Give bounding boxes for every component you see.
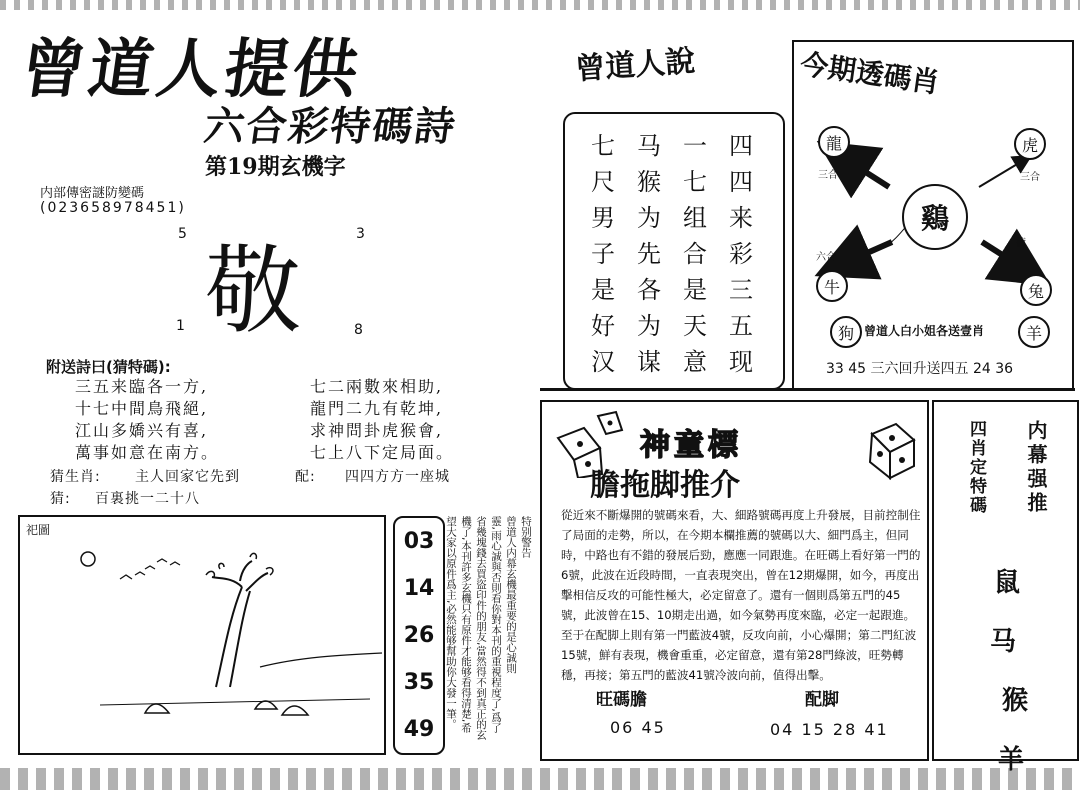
- center-zodiac-circle: 鷄: [902, 184, 968, 250]
- poem-line: 萬事如意在南方。: [75, 443, 220, 462]
- zodiac-hint-text: 主人回家它先到: [135, 469, 240, 485]
- saying-char: 来: [729, 204, 753, 232]
- mystery-number: 3: [356, 226, 365, 242]
- special-number: 03: [403, 529, 435, 554]
- dog-circle: 狗: [830, 316, 862, 348]
- article-title: 膽拖脚推介: [590, 468, 740, 503]
- poem-left: [75, 376, 219, 464]
- tree-illustration: [20, 517, 384, 753]
- dragon-circle: 龍: [818, 126, 850, 158]
- hot-numbers: 06 45: [610, 718, 666, 737]
- picture-label: 祀圖: [26, 523, 51, 537]
- picture-box: [18, 515, 386, 755]
- sanhe-label: 三合: [1020, 172, 1040, 183]
- special-number: 49: [403, 717, 435, 742]
- four-zodiac-panel: [932, 400, 1079, 775]
- saying-char: 四: [729, 132, 753, 160]
- saying-char: 合: [683, 240, 707, 268]
- zodiac-title: 今期透碼肖: [798, 47, 942, 100]
- saying-char: 马: [637, 132, 661, 160]
- saying-char: 谋: [637, 348, 661, 376]
- poem-line: 江山多嬌兴有喜,: [75, 421, 209, 440]
- special-number: 14: [403, 576, 435, 601]
- zodiac-picks: [984, 562, 1028, 776]
- saying-char: 彩: [729, 240, 753, 268]
- pair-hint-label: 配:: [295, 469, 316, 485]
- dice-icon: [862, 414, 922, 484]
- hot-numbers-label: 旺碼膽: [596, 690, 647, 710]
- scan-edge-top: [0, 0, 1080, 10]
- saying-char: 尺: [591, 168, 615, 196]
- saying-char: 四: [729, 168, 753, 196]
- special-numbers-box: [393, 516, 445, 755]
- special-warning: [445, 516, 532, 751]
- saying-char: 天: [683, 312, 707, 340]
- ox-circle: 牛: [816, 270, 848, 302]
- zodiac-bottom-numbers: 33 45 三六回升送四五 24 36: [826, 361, 1014, 377]
- panel-heading: 内幕强推: [1024, 420, 1048, 516]
- mystery-number: 5: [178, 226, 187, 242]
- saying-char: 是: [591, 276, 615, 304]
- mystery-number: 1: [176, 318, 185, 334]
- tiger-circle: 虎: [1014, 128, 1046, 160]
- goat-circle: 羊: [1018, 316, 1050, 348]
- saying-char: 好: [591, 312, 615, 340]
- zodiac-slogan: 曾道人白小姐各送壹肖: [864, 324, 985, 338]
- saying-title: 曾道人說: [574, 43, 697, 88]
- notice-column: 省幾塊錢去買盜印件的朋友,當然得不到真正的玄: [475, 516, 487, 740]
- notice-column: 曾道人内幕玄機最重要的是心誠則: [505, 516, 517, 674]
- page-title: 曾道人提供: [15, 33, 367, 107]
- secret-code-label: 内部傳密謎防變碼: [40, 186, 145, 201]
- zodiac-pick: 羊: [998, 745, 1025, 775]
- saying-char: 为: [637, 204, 661, 232]
- scan-edge-bottom: [0, 768, 1080, 790]
- poem-line: 七上八下定局面。: [310, 443, 455, 462]
- saying-char: 三: [729, 276, 753, 304]
- saying-char: 先: [637, 240, 661, 268]
- guess-hint-text: 百裏挑一二十八: [95, 491, 200, 507]
- saying-char: 七: [591, 132, 615, 160]
- poem-line: 求神問卦虎猴會,: [310, 421, 444, 440]
- guess-hint-label: 猜:: [50, 491, 71, 507]
- zodiac-pick: 马: [990, 627, 1017, 657]
- special-number: 26: [403, 623, 435, 648]
- saying-char: 组: [683, 204, 707, 232]
- saying-char: 现: [729, 348, 753, 376]
- saying-char: 五: [729, 312, 753, 340]
- poem-line: 十七中間鳥飛絕,: [75, 399, 209, 418]
- saying-char: 为: [637, 312, 661, 340]
- saying-char: 各: [637, 276, 661, 304]
- issue-label: 第19期玄機字: [205, 154, 346, 180]
- poem-line: 龍門二九有乾坤,: [310, 399, 444, 418]
- notice-column: 望大家以原件爲主,必然能够幫助你大發一筆。: [445, 516, 457, 730]
- section-divider: [540, 388, 1075, 391]
- leg-numbers: 04 15 28 41: [770, 720, 889, 739]
- saying-char: 子: [591, 240, 615, 268]
- zodiac-pick: 猴: [1002, 686, 1029, 716]
- article-brand: 神童標: [640, 428, 742, 463]
- article-body: 從近來不斷爆開的號碼來看，大、細路號碼再度上升發展，目前控制住了局面的走勢，所以，在今期本欄推薦的號碼以大、細門爲主，但同時，中路也有不錯的發展后勁，應應一同跟進。在旺碼上看好第一門的6號，此波在近段時間，一直表現突出，曾在12期爆開，如今，再度出擊相信反攻的可能性極大，必定留意了。還有一個則爲第五門的45號，此波曾在15、10期走出過，如今氣勢再度來臨，必定一起跟進。至于在配脚上則有第一門藍波4號，反攻向前，小心爆開；第二門紅波15號，鮮有表現，機會重重，必定留意，還有第28門綠波，旺勢轉穩，再接；第五門的藍波41號冷波向前，值得出擊。: [561, 508, 921, 682]
- mystery-number: 8: [354, 322, 363, 338]
- saying-char: 七: [683, 168, 707, 196]
- saying-char: 男: [591, 204, 615, 232]
- saying-char: 是: [683, 276, 707, 304]
- pair-hint-text: 四四方方一座城: [345, 469, 450, 485]
- notice-column: 機了,本刊許多玄機只有原件才能够看得清楚,希: [460, 516, 472, 733]
- saying-char: 意: [683, 348, 707, 376]
- panel-subheading: 四肖定特碼: [966, 420, 986, 515]
- rabbit-circle: 兔: [1020, 274, 1052, 306]
- secret-code-value: (023658978451): [40, 200, 186, 216]
- saying-char: 汉: [591, 348, 615, 376]
- poem-right: [310, 376, 454, 464]
- saying-char: 猴: [637, 168, 661, 196]
- zodiac-pick: 鼠: [994, 568, 1021, 598]
- poem-line: 七二兩數來相助,: [310, 377, 444, 396]
- poem-line: 三五来臨各一方,: [75, 377, 209, 396]
- liuhe-label: 六合: [816, 252, 836, 263]
- leg-numbers-label: 配脚: [805, 690, 839, 710]
- chong-label: 衝: [1016, 238, 1026, 249]
- saying-grid-box: [563, 112, 785, 390]
- saying-grid: [580, 126, 764, 378]
- special-number: 35: [403, 670, 435, 695]
- saying-char: 一: [683, 132, 707, 160]
- sanhe-label: 三合: [818, 170, 838, 181]
- mystery-character: 敬: [205, 235, 301, 347]
- page-subtitle: 六合彩特碼詩: [201, 104, 460, 150]
- notice-column: 靈,雨心誠與否則看你對本刊的重視程度了,爲了: [490, 516, 502, 733]
- poem-title: 附送詩曰(猜特碼):: [46, 358, 171, 376]
- zodiac-hint-label: 猜生肖:: [50, 469, 101, 485]
- notice-column: 特别警告: [520, 516, 532, 558]
